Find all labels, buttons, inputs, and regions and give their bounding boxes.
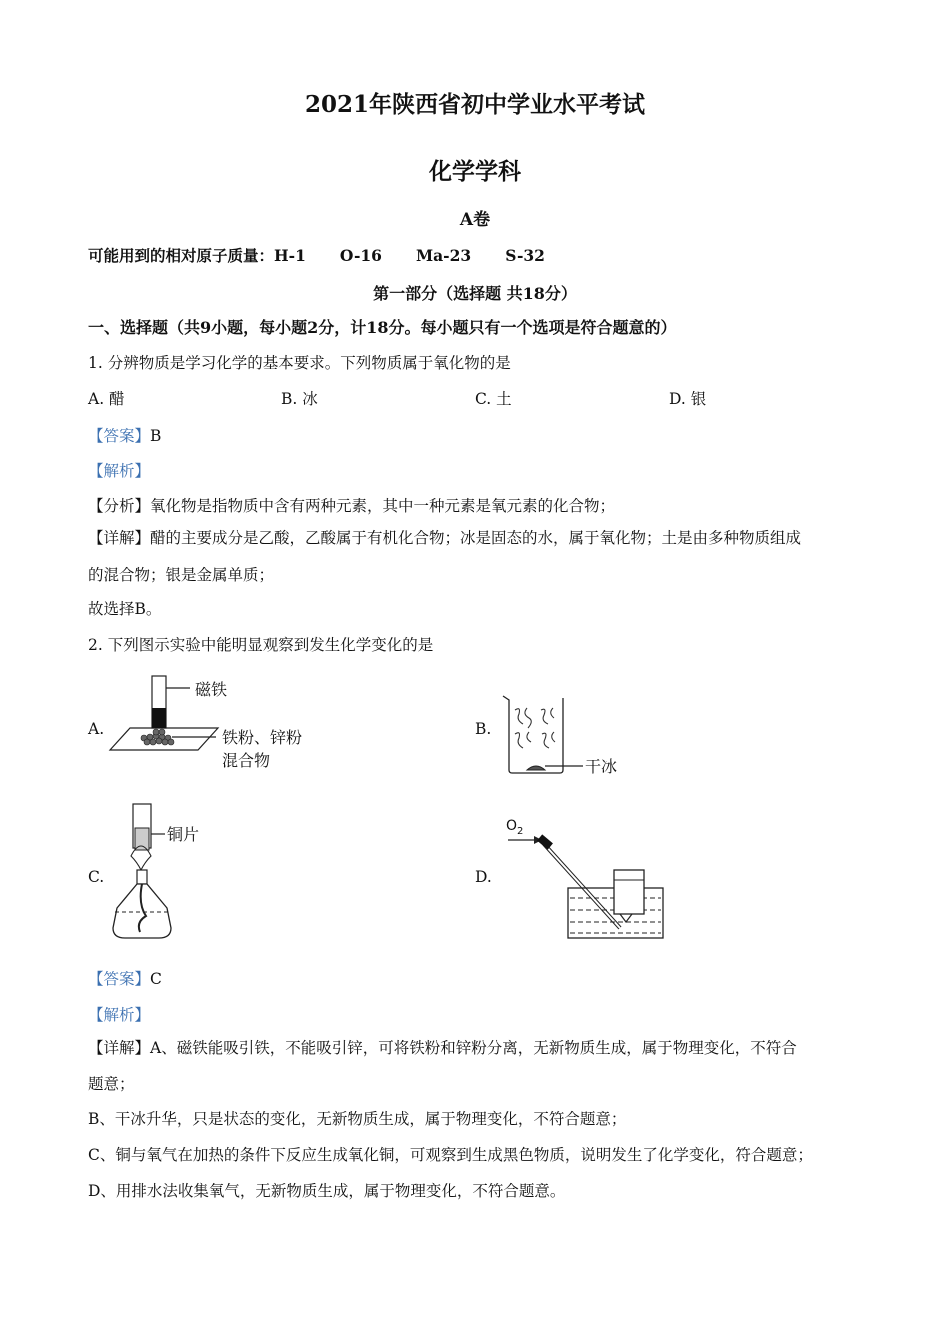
atomic-mass-line bbox=[88, 244, 579, 266]
q2-xiangjie-b: B、干冰升华，只是状态的变化，无新物质生成，属于物理变化，不符合题意； bbox=[88, 1110, 627, 1128]
dry-ice-label: 干冰 bbox=[585, 757, 618, 776]
figure-a-magnet bbox=[100, 670, 330, 775]
copper-sheet bbox=[135, 828, 149, 850]
q1-jiexi-tag: 【解析】 bbox=[88, 462, 151, 480]
alcohol-lamp bbox=[113, 884, 171, 938]
part1-heading: 第一部分（选择题 共18分） bbox=[373, 284, 577, 303]
copper-label: 铜片 bbox=[167, 825, 200, 844]
xiangjie-text: A、磁铁能吸引铁，不能吸引锌，可将铁粉和锌粉分离，无新物质生成，属于物理变化，不符合 bbox=[150, 1039, 797, 1057]
lamp-neck bbox=[137, 870, 147, 884]
q1-xiangjie-2: 的混合物；银是金属单质； bbox=[88, 566, 275, 584]
powder-label-2: 混合物 bbox=[222, 751, 271, 770]
atomic-mass-na: Ma-23 bbox=[415, 246, 472, 265]
answer-value: C bbox=[150, 970, 162, 988]
q1-stem: 1. 分辨物质是学习化学的基本要求。下列物质属于氧化物的是 bbox=[88, 354, 511, 372]
bubbles bbox=[620, 914, 632, 922]
figure-c-copper-heating bbox=[105, 800, 245, 945]
q2-xiangjie-a2: 题意； bbox=[88, 1075, 135, 1093]
q1-fenxi bbox=[88, 494, 615, 516]
gas-collection-bottle bbox=[614, 870, 644, 914]
figure-b-dry-ice bbox=[495, 690, 635, 780]
atomic-mass-label: 可能用到的相对原子质量： bbox=[88, 246, 275, 265]
q1-conclusion: 故选择B。 bbox=[88, 600, 162, 618]
q2-fig-label-a: A. bbox=[88, 720, 105, 738]
atomic-mass-h: H-1 bbox=[274, 246, 306, 265]
volume-label: A卷 bbox=[459, 210, 491, 230]
q2-xiangjie-c: C、铜与氧气在加热的条件下反应生成氧化铜，可观察到生成黑色物质，说明发生了化学变化，符合题意； bbox=[88, 1146, 813, 1164]
q2-answer bbox=[88, 967, 162, 989]
q2-fig-label-b: B. bbox=[475, 720, 492, 738]
q1-option-b: B. 冰 bbox=[281, 390, 318, 408]
section1-heading: 一、选择题（共9小题，每小题2分，计18分。每小题只有一个选项是符合题意的） bbox=[88, 318, 677, 337]
exam-title: 2021年陕西省初中学业水平考试 bbox=[304, 91, 645, 118]
subject-title: 化学学科 bbox=[429, 158, 521, 185]
atomic-mass-s: S-32 bbox=[505, 246, 545, 265]
q2-stem: 2. 下列图示实验中能明显观察到发生化学变化的是 bbox=[88, 636, 434, 654]
q1-option-a: A. 醋 bbox=[88, 390, 125, 408]
magnet-label: 磁铁 bbox=[195, 680, 228, 699]
xiangjie-tag: 【详解】 bbox=[88, 1039, 151, 1057]
q1-option-d: D. 银 bbox=[669, 390, 707, 408]
dry-ice-lump bbox=[527, 766, 545, 770]
powder-label-1: 铁粉、锌粉 bbox=[222, 728, 303, 747]
o2-label: $O_2$ bbox=[506, 818, 524, 837]
powder-pile bbox=[141, 729, 174, 745]
magnet-pole bbox=[152, 708, 166, 728]
q1-xiangjie-1 bbox=[88, 526, 801, 548]
q2-xiangjie-d: D、用排水法收集氧气，无新物质生成，属于物理变化，不符合题意。 bbox=[88, 1182, 566, 1200]
xiangjie-text: 醋的主要成分是乙酸，乙酸属于有机化合物；冰是固态的水，属于氧化物；土是由多种物质组成 bbox=[150, 529, 802, 547]
q1-answer bbox=[88, 424, 161, 446]
fenxi-tag: 【分析】 bbox=[88, 497, 151, 515]
answer-tag: 【答案】 bbox=[88, 427, 151, 445]
q2-fig-label-c: C. bbox=[88, 868, 105, 886]
q1-option-c: C. 土 bbox=[475, 390, 512, 408]
answer-value: B bbox=[150, 427, 162, 445]
q2-fig-label-d: D. bbox=[475, 868, 492, 886]
fenxi-text: 氧化物是指物质中含有两种元素，其中一种元素是氧元素的化合物； bbox=[150, 497, 616, 515]
answer-tag: 【答案】 bbox=[88, 970, 151, 988]
beaker bbox=[503, 696, 563, 773]
vapor-swirls bbox=[515, 708, 555, 748]
q2-jiexi-tag: 【解析】 bbox=[88, 1006, 151, 1024]
xiangjie-tag: 【详解】 bbox=[88, 529, 151, 547]
figure-d-oxygen-collection bbox=[500, 810, 670, 945]
q2-xiangjie-a1 bbox=[88, 1036, 797, 1058]
atomic-mass-o: O-16 bbox=[339, 246, 382, 265]
